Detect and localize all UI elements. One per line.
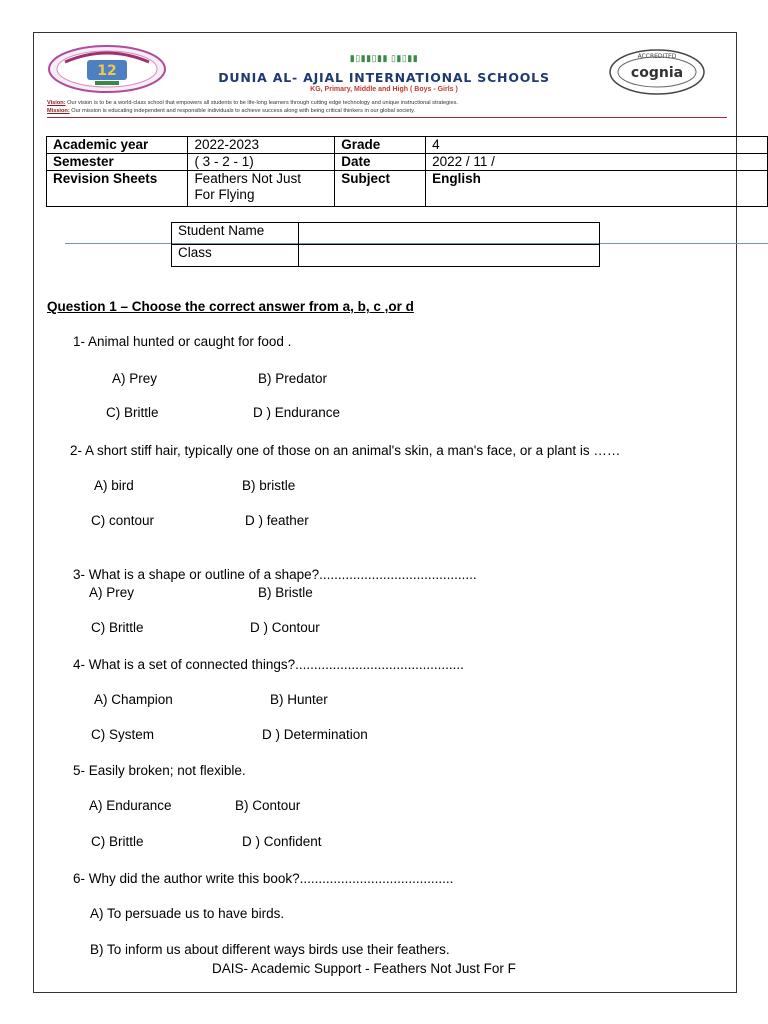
arabic-school-name: ▮▯▮▮▯▮▮ ▯▮▯▮▮ — [349, 53, 419, 63]
page-footer: DAIS- Academic Support - Feathers Not Just For F — [212, 961, 516, 976]
revision-value-line1: Feathers Not Just — [194, 171, 301, 186]
grade-label: Grade — [335, 137, 426, 154]
info-table — [46, 136, 768, 207]
q1-option-b[interactable]: B) Predator — [258, 371, 328, 386]
revision-value — [188, 171, 335, 207]
subject-label: Subject — [335, 171, 426, 207]
q4-option-a[interactable]: A) Champion — [94, 692, 173, 707]
header-divider — [47, 117, 727, 118]
q5-stem: 5- Easily broken; not flexible. — [73, 763, 246, 778]
school-name: DUNIA AL- AJIAL INTERNATIONAL SCHOOLS — [218, 70, 550, 85]
q3-stem: 3- What is a shape or outline of a shape?.......................................... — [73, 567, 477, 582]
q1-option-a[interactable]: A) Prey — [112, 371, 158, 386]
mission-text: Our mission is educating independent and responsible individuals to achieve success along with being critical thinkers in our global society. — [69, 108, 416, 114]
academic-year-value: 2022-2023 — [188, 137, 335, 154]
q4-stem: 4- What is a set of connected things?............................................. — [73, 657, 464, 672]
q2-option-c[interactable]: C) contour — [91, 513, 155, 528]
grade-value: 4 — [426, 137, 768, 154]
q3-option-b[interactable]: B) Bristle — [258, 585, 313, 600]
subject-value: English — [426, 171, 768, 207]
q2-option-a[interactable]: A) bird — [94, 478, 134, 493]
badge-ring-text: ACCREDITED — [637, 53, 677, 60]
q1-option-c[interactable]: C) Brittle — [106, 405, 159, 420]
q6-stem: 6- Why did the author write this book?......................................... — [73, 871, 454, 886]
student-name-field[interactable] — [299, 223, 600, 245]
q5-option-d[interactable]: D ) Confident — [242, 834, 322, 849]
question-title: Question 1 – Choose the correct answer from a, b, c ,or d — [47, 299, 414, 314]
vision-text: Our vision is to be a world-class school that empowers all students to be life-long learners through cutting edge technology and unique instructional strategies. — [65, 100, 458, 106]
q3-option-a[interactable]: A) Prey — [89, 585, 135, 600]
q1-stem: 1- Animal hunted or caught for food . — [73, 334, 292, 349]
q5-option-b[interactable]: B) Contour — [235, 798, 301, 813]
q4-option-c[interactable]: C) System — [91, 727, 155, 742]
vision-label: Vision: — [47, 100, 66, 106]
q6-option-b[interactable]: B) To inform us about different ways birds use their feathers. — [90, 942, 450, 957]
q4-option-b[interactable]: B) Hunter — [270, 692, 328, 707]
badge-text: cognia — [630, 65, 684, 81]
mission-label: Mission: — [47, 108, 70, 114]
q6-option-a[interactable]: A) To persuade us to have birds. — [90, 906, 285, 921]
q4-option-d[interactable]: D ) Determination — [262, 727, 368, 742]
q3-option-c[interactable]: C) Brittle — [91, 620, 144, 635]
date-label: Date — [335, 154, 426, 171]
class-label: Class — [172, 245, 299, 267]
q2-stem: 2- A short stiff hair, typically one of those on an animal's skin, a man's face, or a plant is …… — [70, 443, 621, 458]
revision-label: Revision Sheets — [47, 171, 188, 207]
semester-label: Semester — [47, 154, 188, 171]
date-value: 2022 / 11 / — [426, 154, 768, 171]
q2-option-d[interactable]: D ) feather — [245, 513, 309, 528]
cognia-accreditation-icon — [607, 48, 707, 96]
q5-option-a[interactable]: A) Endurance — [89, 798, 172, 813]
student-name-label: Student Name — [172, 223, 299, 245]
student-table — [171, 222, 600, 267]
revision-value-line2: For Flying — [194, 187, 255, 202]
semester-value: ( 3 - 2 - 1) — [188, 154, 335, 171]
q1-option-d[interactable]: D ) Endurance — [253, 405, 341, 420]
q5-option-c[interactable]: C) Brittle — [91, 834, 144, 849]
vision-mission — [47, 99, 737, 115]
svg-text:12: 12 — [97, 63, 117, 79]
class-field[interactable] — [299, 245, 600, 267]
q3-option-d[interactable]: D ) Contour — [250, 620, 320, 635]
q2-option-b[interactable]: B) bristle — [242, 478, 296, 493]
school-subtitle: KG, Primary, Middle and High ( Boys - Girls ) — [310, 86, 458, 93]
academic-year-label: Academic year — [47, 137, 188, 154]
